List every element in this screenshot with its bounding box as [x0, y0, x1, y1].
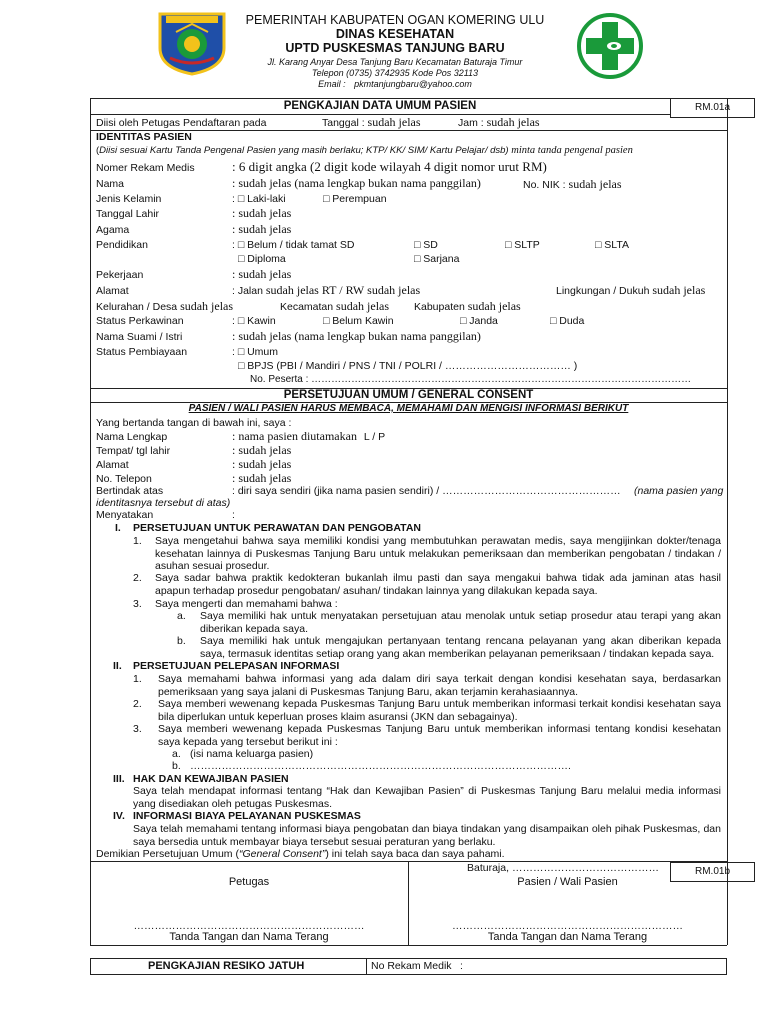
s2-item-2-num: 2. — [133, 698, 142, 710]
s2-item-2: Saya memberi wewenang kepada Puskesmas Tanjung Baru untuk memberikan informasi terkait kondisi kesehatan saya bila diperlukan untuk keperluan proses klaim asuransi (JKN dan sebagainya). — [158, 698, 721, 723]
option-umum[interactable]: : □ Umum — [232, 346, 279, 358]
label-kawin: Status Perkawinan — [96, 315, 184, 327]
label-pembiayaan: Status Pembiayaan — [96, 346, 188, 358]
value-alamat: : Jalan sudah jelas RT / RW sudah jelas — [232, 283, 421, 297]
health-cross-logo — [576, 12, 644, 80]
label-suami: Nama Suami / Istri — [96, 331, 183, 343]
email-label: Email : — [318, 79, 346, 89]
tanggal-field: Tanggal : sudah jelas — [322, 115, 421, 129]
signature-line-pasien[interactable]: ………………………………………………………… — [452, 920, 683, 932]
value-pekerjaan: : sudah jelas — [232, 267, 292, 281]
section-iv-text: Saya telah memahami tentang informasi biaya pengobatan dan biaya tindakan yang disampaikan oleh pihak Puskesmas, dan saya bersedia untuk membayar biaya tersebut sesuai peraturan yang berlaku. — [133, 823, 721, 848]
s2-item-3: Saya memberi wewenang kepada Puskesmas Tanjung Baru untuk memberikan informasi tentang kondisi kesehatan saya kepada yang tersebut berikut ini : — [158, 723, 721, 748]
caption-petugas: Tanda Tangan dan Nama Terang — [169, 931, 329, 943]
place-date[interactable]: Baturaja, …………………………………… — [467, 862, 659, 874]
s1-sub-b-num: b. — [177, 635, 186, 647]
section-iv-number: IV. — [113, 810, 125, 822]
s1-sub-a: Saya memiliki hak untuk menyatakan persetujuan atau menolak untuk setiap prosedur atau terapi yang akan diberikan kepada saya. — [200, 610, 721, 635]
value-bertindak: : diri saya sendiri (jika nama pasien sendiri) / …………………………………………… — [232, 485, 621, 497]
value-agama: : sudah jelas — [232, 222, 292, 236]
filled-by-note: Diisi oleh Petugas Pendaftaran pada — [96, 117, 267, 129]
option-sltp[interactable]: □ SLTP — [505, 239, 540, 251]
option-bpjs[interactable]: □ BPJS (PBI / Mandiri / PNS / TNI / POLRI / ……………………………… ) — [238, 360, 578, 372]
risk-rm-colon: : — [460, 960, 463, 972]
s2-sub-b-num: b. — [172, 760, 181, 772]
s2-sub-a: (isi nama keluarga pasien) — [190, 748, 314, 760]
header-agency: DINAS KESEHATAN — [335, 27, 455, 41]
option-perempuan[interactable]: □ Perempuan — [323, 193, 387, 205]
value-suami: : sudah jelas (nama lengkap bukan nama panggilan) — [232, 329, 481, 343]
section-title-patient-data: PENGKAJIAN DATA UMUM PASIEN — [283, 100, 477, 112]
label-pekerjaan: Pekerjaan — [96, 269, 144, 281]
form-code-rm01b: RM.01b — [670, 862, 755, 882]
label-tgl-lahir: Tanggal Lahir — [96, 208, 160, 220]
consent-closing: Demikian Persetujuan Umum (“General Consent”) ini telah saya baca dan saya pahami. — [96, 848, 505, 860]
caption-pasien: Tanda Tangan dan Nama Terang — [487, 931, 648, 943]
label-bertindak: Bertindak atas — [96, 485, 164, 497]
kabupaten-field: Kabupaten sudah jelas — [414, 299, 521, 313]
consent-subtitle: PASIEN / WALI PASIEN HARUS MEMBACA, MEMAHAMI DAN MENGISI INFORMASI BERIKUT — [188, 403, 629, 414]
s2-sub-b[interactable]: ………………………………………………………………………………………………. — [190, 760, 571, 772]
label-telepon: No. Telepon — [96, 473, 152, 485]
kecamatan-field: Kecamatan sudah jelas — [280, 299, 390, 313]
signature-line-petugas[interactable]: ………………………………………………………… — [133, 920, 365, 932]
value-nama: : sudah jelas (nama lengkap bukan nama panggilan) — [232, 176, 481, 190]
option-diploma[interactable]: □ Diploma — [238, 253, 286, 265]
value-tgl-lahir: : sudah jelas — [232, 206, 292, 220]
label-jk: Jenis Kelamin — [96, 193, 162, 205]
section-i-title: PERSETUJUAN UNTUK PERAWATAN DAN PENGOBATAN — [133, 522, 421, 534]
option-laki[interactable]: : □ Laki-laki — [232, 193, 286, 205]
label-pendidikan: Pendidikan — [96, 239, 148, 251]
identitas-note: (Diisi sesuai Kartu Tanda Pengenal Pasien yang masih berlaku; KTP/ KK/ SIM/ Kartu Pelajar/ dsb) minta tanda pengenal pasien — [96, 145, 633, 156]
section-iii-number: III. — [113, 773, 125, 785]
s1-item-1: Saya mengetahui bahwa saya memiliki kondisi yang membutuhkan perawatan medis, saya mengijinkan dokter/tenaga kesehatan lainnya di Puskesmas Tanjung Baru untuk melakukan pemeriksaan dan memberikan pengobatan / tindakan / asuhan sesuai prosedur. — [155, 535, 721, 572]
s1-item-2-num: 2. — [133, 572, 142, 584]
section-iv-title: INFORMASI BIAYA PELAYANAN PUSKESMAS — [133, 810, 361, 822]
header-government: PEMERINTAH KABUPATEN OGAN KOMERING ULU — [245, 13, 545, 27]
value-ttl: : sudah jelas — [232, 443, 292, 457]
option-belum-kawin[interactable]: □ Belum Kawin — [323, 315, 394, 327]
consent-intro: Yang bertanda tangan di bawah ini, saya : — [96, 417, 292, 429]
email-address: pkmtanjungbaru@yahoo.com — [354, 79, 472, 89]
jam-field: Jam : sudah jelas — [458, 115, 540, 129]
label-alamat: Alamat — [96, 285, 129, 297]
regency-logo — [156, 10, 228, 76]
section-ii-number: II. — [113, 660, 122, 672]
label-menyatakan: Menyatakan — [96, 509, 154, 521]
option-kawin[interactable]: : □ Kawin — [232, 315, 276, 327]
label-rm: Nomer Rekam Medis — [96, 162, 195, 174]
s1-item-3: Saya mengerti dan memahami bahwa : — [155, 598, 338, 610]
value-rm: : 6 digit angka (2 digit kode wilayah 4 digit nomor urut RM) — [232, 159, 547, 174]
signer-pasien: Pasien / Wali Pasien — [517, 876, 618, 888]
header-email — [240, 79, 550, 89]
label-nama: Nama — [96, 178, 125, 190]
bertindak-note-1: (nama pasien yang — [634, 485, 724, 497]
menyatakan-colon: : — [232, 509, 235, 521]
risk-rm-label: No Rekam Medik — [371, 960, 452, 972]
lingkungan-field: Lingkungan / Dukuh sudah jelas — [556, 283, 706, 297]
s1-sub-a-num: a. — [177, 610, 186, 622]
option-sarjana[interactable]: □ Sarjana — [414, 253, 460, 265]
value-alamat-consent: : sudah jelas — [232, 457, 292, 471]
s2-item-1: Saya memahami bahwa informasi yang ada dalam diri saya terkait dengan kondisi kesehatan saya, berdasarkan pemeriksaan yang saya jalani di Puskesmas Tanjung Baru, akan terjamin kerahasiaannya. — [158, 673, 721, 698]
no-peserta-field[interactable]: No. Peserta : …………………………………………………………………………………………………… — [250, 374, 692, 385]
section-iii-text: Saya telah mendapat informasi tentang “Hak dan Kewajiban Pasien” di Puskesmas Tanjung Baru melalui media informasi yang disediakan oleh petugas Puskesmas. — [133, 785, 721, 810]
header-phone: Telepon (0735) 3742935 Kode Pos 32113 — [311, 68, 479, 78]
label-agama: Agama — [96, 224, 130, 236]
header-address: Jl. Karang Anyar Desa Tanjung Baru Kecamatan Baturaja Timur — [267, 57, 523, 67]
signer-petugas: Petugas — [228, 876, 270, 888]
form-code-rm01a: RM.01a — [670, 98, 755, 118]
option-janda[interactable]: □ Janda — [460, 315, 498, 327]
kelurahan-field: Kelurahan / Desa sudah jelas — [96, 299, 234, 313]
s1-sub-b: Saya memiliki hak untuk mengajukan pertanyaan tentang rencana pelayanan yang akan diberikan kepada saya, termasuk identitas setiap orang yang akan memberikan pelayanan pemeriksaan / tindakan kepada saya. — [200, 635, 721, 660]
s1-item-3-num: 3. — [133, 598, 142, 610]
header-puskesmas: UPTD PUSKESMAS TANJUNG BARU — [285, 41, 505, 55]
section-ii-title: PERSETUJUAN PELEPASAN INFORMASI — [133, 660, 340, 672]
risk-title: PENGKAJIAN RESIKO JATUH — [148, 960, 305, 972]
option-duda[interactable]: □ Duda — [550, 315, 585, 327]
option-slta[interactable]: □ SLTA — [595, 239, 629, 251]
s2-item-1-num: 1. — [133, 673, 142, 685]
s1-item-2: Saya sadar bahwa praktik kedokteran bukanlah ilmu pasti dan saya mengakui bahwa tidak ada jaminan atas hasil apapun terhadap prosedur pengobatan/ asuhan/ tindakan lainnya yang dilakukan kepada saya. — [155, 572, 721, 597]
label-nama-lengkap: Nama Lengkap — [96, 431, 168, 443]
label-ttl: Tempat/ tgl lahir — [96, 445, 171, 457]
label-alamat-consent: Alamat — [96, 459, 129, 471]
s2-item-3-num: 3. — [133, 723, 142, 735]
s2-sub-a-num: a. — [172, 748, 181, 760]
s1-item-1-num: 1. — [133, 535, 142, 547]
consent-title: PERSETUJUAN UMUM / GENERAL CONSENT — [283, 389, 534, 401]
section-i-number: I. — [115, 522, 121, 534]
nik-field: No. NIK : sudah jelas — [523, 177, 622, 191]
option-belum-sd[interactable]: : □ Belum / tidak tamat SD — [232, 239, 355, 251]
section-iii-title: HAK DAN KEWAJIBAN PASIEN — [133, 773, 289, 785]
option-sd[interactable]: □ SD — [414, 239, 438, 251]
value-telepon: : sudah jelas — [232, 471, 292, 485]
value-nama-lengkap: : nama pasien diutamakan L / P — [232, 429, 386, 443]
identitas-title: IDENTITAS PASIEN — [96, 131, 192, 143]
bertindak-note-2: identitasnya tersebut di atas) — [96, 497, 231, 509]
